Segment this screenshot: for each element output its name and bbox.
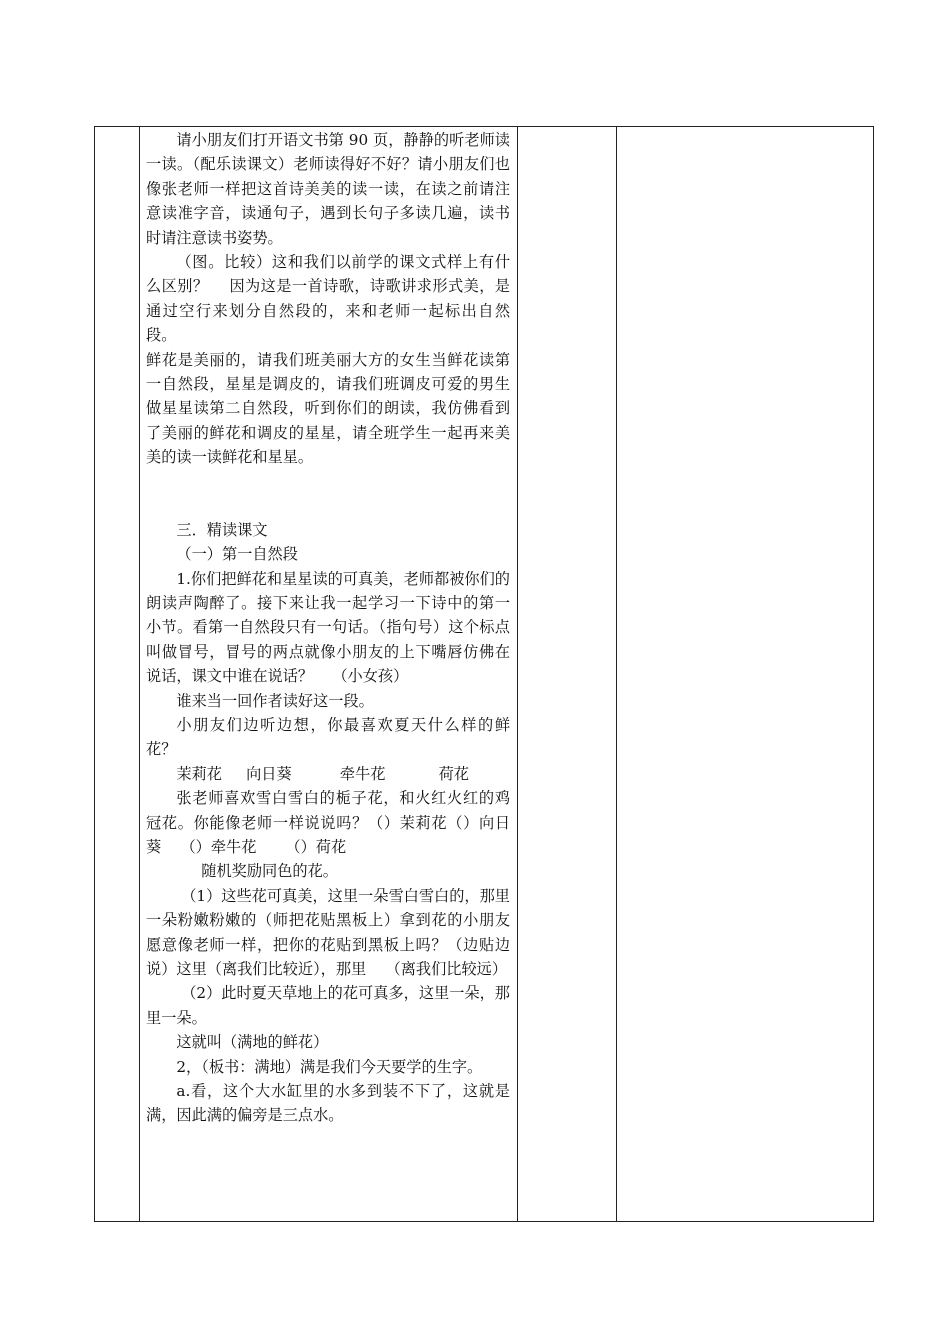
paragraph: 小朋友们边听边想，你最喜欢夏天什么样的鲜花？: [146, 715, 510, 759]
lesson-content: [146, 128, 510, 1128]
paragraph: 请小朋友们打开语文书第 90 页，静静的听老师读一读。（配乐读课文）老师读得好不好？请小朋友们也像张老师一样把这首诗美美的读一读，在读之前请注意读准字音，读通句子，遇到长句子多读几遍，读书时请注意读书姿势。: [146, 131, 510, 247]
paragraph: a.看，这个大水缸里的水多到装不下了，这就是满，因此满的偏旁是三点水。: [146, 1082, 510, 1125]
paragraph: 2，（板书：满地）满是我们今天要学的生字。: [176, 1057, 483, 1076]
column-divider-2: [517, 127, 518, 1221]
paragraph: 张老师喜欢雪白雪白的栀子花，和火红火红的鸡冠花。你能像老师一样说说吗？（）茉莉花（）向日葵 （）牵牛花 （）荷花: [146, 789, 510, 856]
paragraph: 谁来当一回作者读好这一段。: [176, 691, 374, 710]
column-divider-3: [616, 127, 617, 1221]
paragraph: （图。比较）这和我们以前学的课文式样上有什么区别？ 因为这是一首诗歌，诗歌讲求形式美，是通过空行来划分自然段的，来和老师一起标出自然段。: [146, 253, 510, 345]
paragraph: 随机奖励同色的花。: [191, 862, 338, 881]
flower-list: 茉莉花 向日葵 牵牛花 荷花: [176, 764, 469, 783]
paragraph: 鲜花是美丽的，请我们班美丽大方的女生当鲜花读第一自然段，星星是调皮的，请我们班调皮可爱的男生做星星读第二自然段，听到你们的朗读，我仿佛看到了美丽的鲜花和调皮的星星，请全班学生一起再来美美的读一读鲜花和星星。: [146, 350, 510, 467]
paragraph: 1.你们把鲜花和星星读的可真美，老师都被你们的朗读声陶醉了。接下来让我一起学习一下诗中的第一小节。看第一自然段只有一句话。（指句号）这个标点叫做冒号，冒号的两点就像小朋友的上下嘴唇仿佛在说话，课文中谁在说话？ （小女孩）: [146, 569, 510, 686]
section-heading: 三．精读课文: [176, 520, 268, 539]
spacer: [146, 470, 510, 518]
paragraph: （1）这些花可真美，这里一朵雪白雪白的，那里一朵粉嫩粉嫩的（师把花贴黑板上）拿到花的小朋友愿意像老师一样，把你的花贴到黑板上吗？（边贴边说）这里（离我们比较近），那里 （离我们比较远）: [146, 886, 510, 978]
paragraph: 这就叫（满地的鲜花）: [176, 1033, 329, 1052]
subsection-heading: （一）第一自然段: [176, 545, 298, 564]
column-divider-1: [139, 127, 140, 1221]
paragraph: （2）此时夏天草地上的花可真多，这里一朵，那里一朵。: [146, 984, 510, 1027]
